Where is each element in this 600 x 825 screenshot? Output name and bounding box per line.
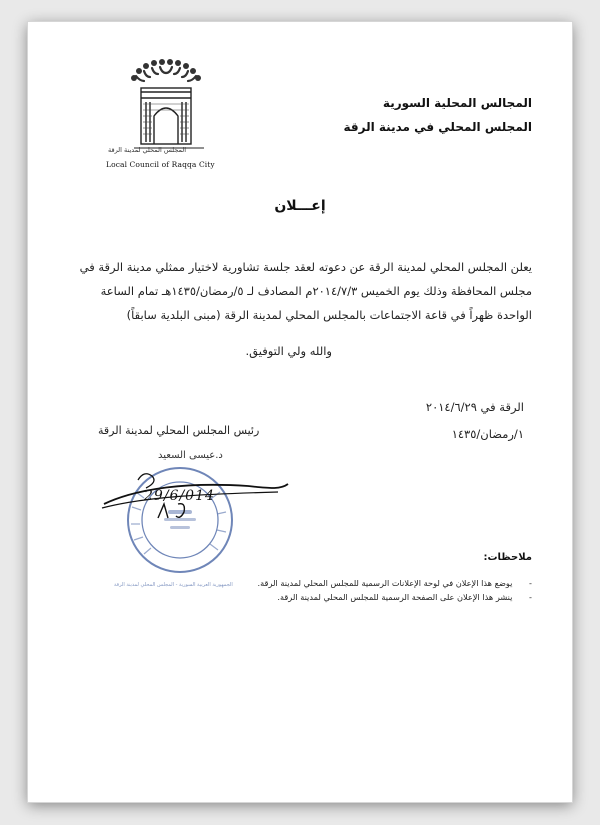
notes-heading: ملاحظات: (483, 552, 532, 563)
notes-item-2 (277, 592, 532, 602)
note-bullet: - (529, 578, 532, 588)
date-gregorian: الرقة في ٢٠١٤/٦/٢٩ (425, 400, 524, 414)
page-title: إعـــلان (274, 198, 326, 214)
signatory-title: رئيس المجلس المحلي لمدينة الرقة (98, 424, 260, 437)
closing-line: والله ولي التوفيق. (245, 344, 332, 358)
date-hijri: ١/رمضان/١٤٣٥ (451, 427, 524, 441)
logo-caption-en: Local Council of Raqqa City (106, 160, 215, 169)
note-bullet: - (529, 592, 532, 602)
note-text: يوضع هذا الإعلان في لوحة الإعلانات الرسمية للمجلس المحلي لمدينة الرقة. (257, 578, 513, 588)
stamp-ring-text: الجمهورية العربية السورية - المجلس المحلي لمدينة الرقة (114, 582, 233, 588)
body-line-3: الواحدة ظهراً في قاعة الاجتماعات بالمجلس المحلي لمدينة الرقة (مبنى البلدية سابقاً) (126, 308, 532, 322)
body-line-2: مجلس المحافظة وذلك يوم الخميس ٢٠١٤/٧/٣م المصادف لـ ٥/رمضان/١٤٣٥هـ تمام الساعة (100, 284, 532, 298)
note-text: ينشر هذا الإعلان على الصفحة الرسمية للمجلس المحلي لمدينة الرقة. (277, 592, 513, 602)
header-line-2: المجلس المحلي في مدينة الرقة (343, 120, 532, 134)
document-page (28, 22, 572, 802)
header-line-1: المجالس المحلية السورية (382, 96, 532, 110)
logo-caption-ar: المجلس المحلي لمدينة الرقة (108, 146, 187, 154)
signatory-name: د.عيسى السعيد (158, 450, 223, 461)
handwritten-date: 29/6/014 (144, 488, 215, 504)
body-line-1: يعلن المجلس المحلي لمدينة الرقة عن دعوته لعقد جلسة تشاورية لاختيار ممثلي مدينة الرقة في (79, 260, 532, 274)
notes-item-1 (258, 578, 532, 588)
